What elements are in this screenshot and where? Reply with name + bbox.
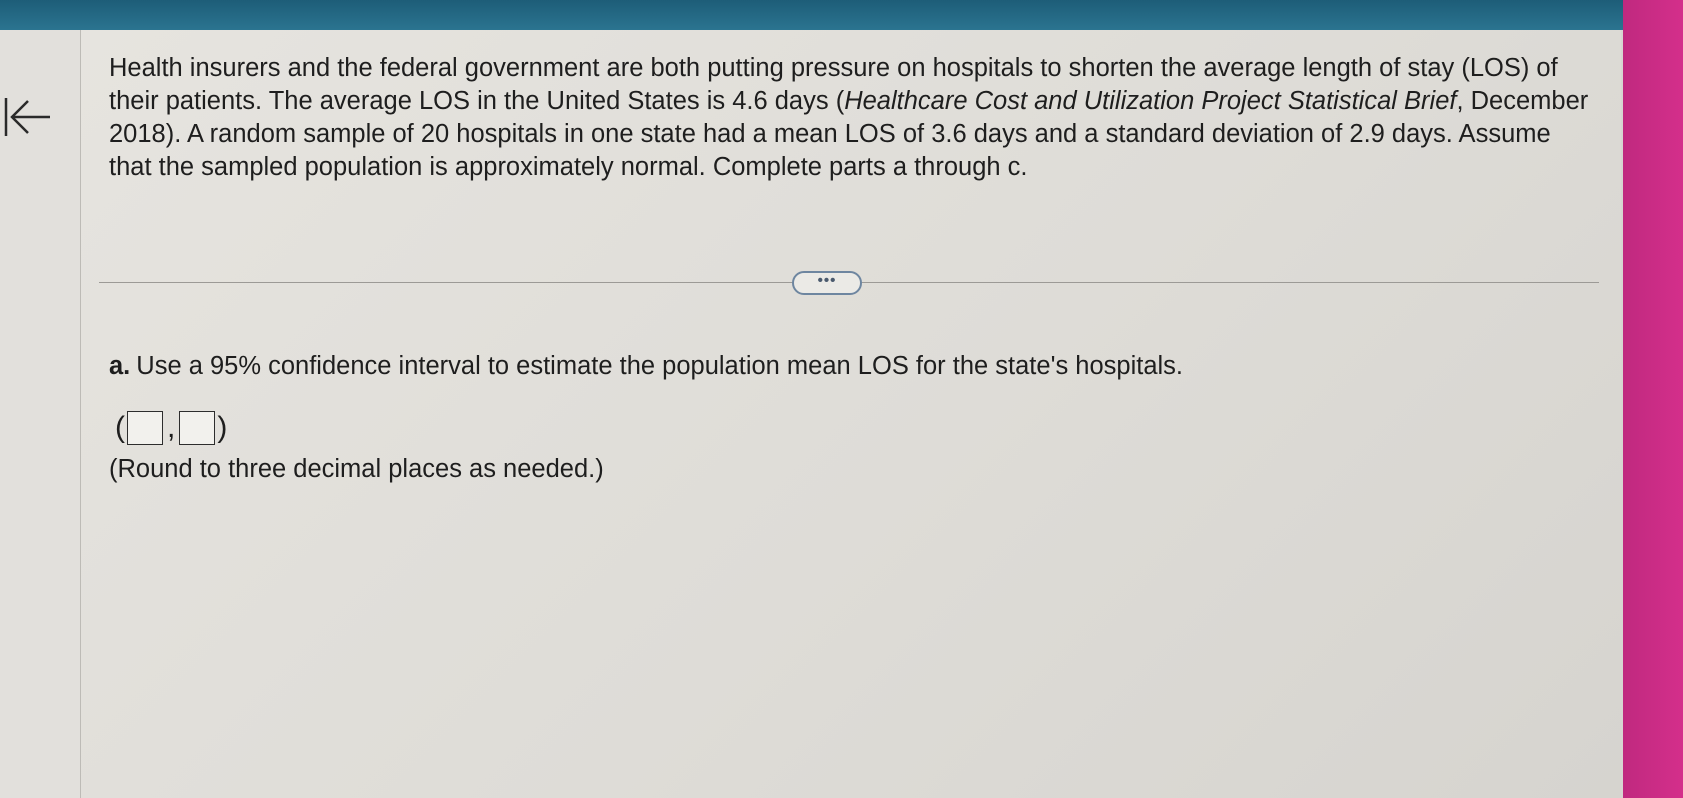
question-text	[109, 52, 1589, 184]
confidence-interval-answer	[115, 408, 227, 448]
question-text-part1: Health insurers and the federal government are both putting pressure on hospitals to shorten the average length of stay (LOS) of their patients. The average LOS in the United States is 4.6 days (	[109, 54, 1558, 115]
top-bar	[0, 0, 1683, 30]
rounding-note: (Round to three decimal places as needed.)	[109, 455, 604, 483]
upper-bound-input[interactable]	[179, 411, 215, 445]
question-panel	[81, 30, 1621, 798]
part-a-prompt	[109, 352, 1183, 381]
part-a-label: a.	[109, 352, 131, 380]
back-arrow-icon[interactable]	[0, 90, 56, 146]
comma-separator: ,	[167, 411, 176, 444]
close-paren: )	[217, 411, 228, 444]
part-a-question: Use a 95% confidence interval to estimate the population mean LOS for the state's hospitals.	[136, 352, 1184, 380]
open-paren: (	[115, 411, 125, 444]
expand-more-button[interactable]: •••	[792, 271, 862, 295]
question-text-part2: , December 2018). A random sample of 20 hospitals in one state had a mean LOS of 3.6 days and a standard deviation of 2.9 days. Assume that the sampled population is approximately normal. Complete parts a through c.	[109, 87, 1589, 181]
source-title: Healthcare Cost and Utilization Project Statistical Brief	[844, 87, 1457, 115]
lower-bound-input[interactable]	[127, 411, 163, 445]
left-gutter	[0, 30, 81, 798]
right-edge-strip	[1623, 0, 1683, 798]
